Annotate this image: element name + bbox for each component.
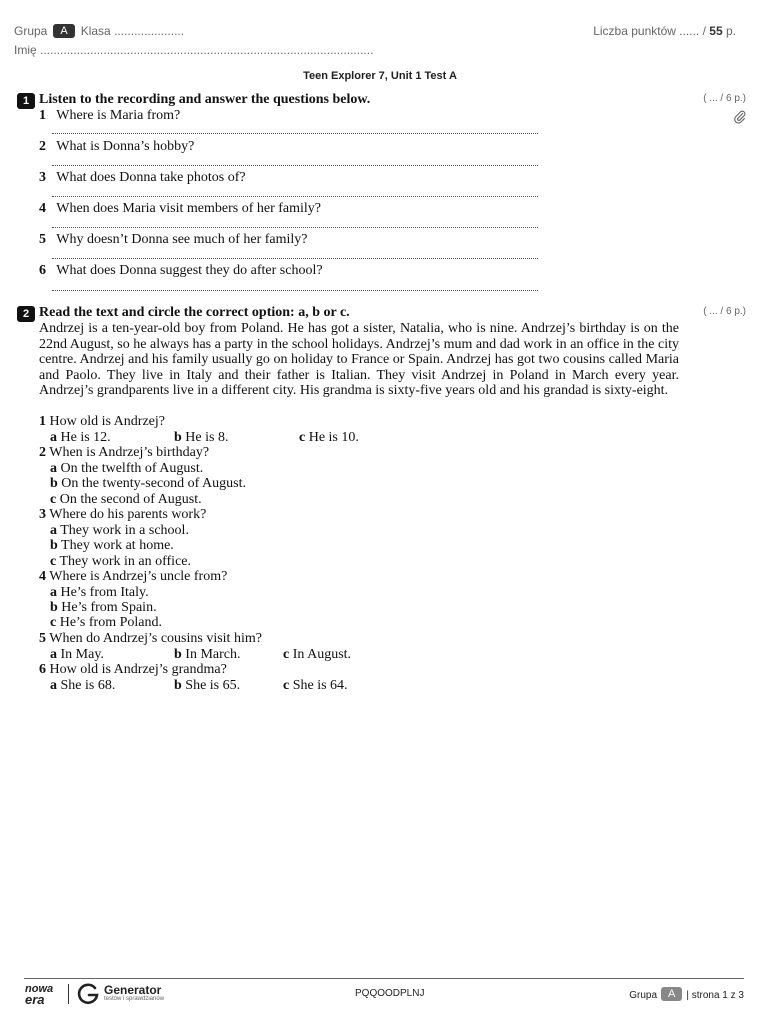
option-c[interactable]: c He is 10. <box>299 430 359 445</box>
exercise-2-instruction: Read the text and circle the correct option: a, b or c. <box>39 305 350 320</box>
page-info <box>629 987 744 1001</box>
answer-line-1[interactable] <box>52 133 538 134</box>
question-number: 1 <box>39 108 46 123</box>
points-unit: p. <box>725 24 736 38</box>
option-a[interactable]: a In May. <box>50 647 104 662</box>
question-text: When do Andrzej’s cousins visit him? <box>49 631 262 646</box>
option-a[interactable]: a He’s from Italy. <box>50 585 149 600</box>
question-number: 3 <box>39 507 46 522</box>
ex1-question-3 <box>39 170 246 186</box>
ex2-question-2 <box>39 445 209 460</box>
generator-logo-icon <box>76 982 100 1006</box>
ex2-question-4 <box>39 569 227 584</box>
option-a[interactable]: a He is 12. <box>50 430 111 445</box>
option-c[interactable]: c They work in an office. <box>50 554 191 569</box>
exercise-1-instruction: Listen to the recording and answer the questions below. <box>39 92 371 107</box>
exercise-2-points: ( ... / 6 p.) <box>703 306 746 317</box>
option-a[interactable]: a She is 68. <box>50 678 116 693</box>
ex1-question-2 <box>39 139 194 155</box>
exercise-1-points: ( ... / 6 p.) <box>703 93 746 104</box>
question-text: What does Donna take photos of? <box>56 170 246 185</box>
option-c[interactable]: c He’s from Poland. <box>50 615 162 630</box>
footer-divider <box>24 978 744 979</box>
option-c[interactable]: c In August. <box>283 647 352 662</box>
answer-line-3[interactable] <box>52 196 538 197</box>
ex2-question-5 <box>39 631 262 646</box>
ex2-question-3 <box>39 507 206 522</box>
answer-line-2[interactable] <box>52 165 538 166</box>
ex1-question-1 <box>39 108 180 124</box>
option-b[interactable]: b He’s from Spain. <box>50 600 157 615</box>
question-text: Where is Maria from? <box>56 108 181 123</box>
ex1-question-4 <box>39 201 321 217</box>
question-number: 2 <box>39 445 46 460</box>
option-a[interactable]: a They work in a school. <box>50 523 189 538</box>
question-text: When does Maria visit members of her family? <box>56 201 321 216</box>
points-label: Liczba punktów ...... / <box>593 24 706 38</box>
group-label: Grupa <box>14 24 48 38</box>
option-b[interactable]: b She is 65. <box>174 678 241 693</box>
question-number: 5 <box>39 631 46 646</box>
answer-line-6[interactable] <box>52 290 538 291</box>
exercise-2-number: 2 <box>17 306 35 322</box>
question-text: What does Donna suggest they do after school? <box>56 263 323 278</box>
points-max: 55 <box>709 24 723 38</box>
ex2-question-6 <box>39 662 227 677</box>
option-b[interactable]: b On the twenty-second of August. <box>50 476 246 491</box>
question-text: Where is Andrzej’s uncle from? <box>49 569 228 584</box>
question-number: 6 <box>39 263 46 278</box>
logo-separator <box>68 984 69 1004</box>
nowa-era-logo: nowa era <box>25 983 54 1007</box>
answer-line-5[interactable] <box>52 258 538 259</box>
question-text: How old is Andrzej’s grandma? <box>49 662 227 677</box>
name-label: Imię <box>14 43 37 57</box>
question-number: 2 <box>39 139 46 154</box>
test-code: PQQOODPLNJ <box>355 988 425 999</box>
class-label: Klasa <box>80 24 111 38</box>
question-text: When is Andrzej’s birthday? <box>49 445 210 460</box>
question-number: 3 <box>39 170 46 185</box>
points-total <box>593 24 736 38</box>
question-number: 4 <box>39 569 46 584</box>
question-text: Where do his parents work? <box>49 507 207 522</box>
page-number: | strona 1 z 3 <box>686 990 744 1001</box>
ex1-question-5 <box>39 232 308 248</box>
exercise-1-number: 1 <box>17 93 35 109</box>
question-number: 4 <box>39 201 46 216</box>
class-field[interactable]: ..................... <box>114 24 185 38</box>
test-title: Teen Explorer 7, Unit 1 Test A <box>303 70 457 82</box>
name-row <box>14 43 373 57</box>
question-number: 5 <box>39 232 46 247</box>
option-b[interactable]: b In March. <box>174 647 241 662</box>
footer-group-label: Grupa <box>629 990 658 1001</box>
option-a[interactable]: a On the twelfth of August. <box>50 461 204 476</box>
paperclip-icon[interactable] <box>733 110 747 124</box>
option-b[interactable]: b He is 8. <box>174 430 229 445</box>
option-c[interactable]: c She is 64. <box>283 678 348 693</box>
group-class-row <box>14 24 184 38</box>
ex1-question-6 <box>39 263 323 279</box>
question-text: What is Donna’s hobby? <box>56 139 195 154</box>
generator-logo-text: Generator <box>104 983 162 997</box>
question-number: 6 <box>39 662 46 677</box>
question-text: How old is Andrzej? <box>49 414 165 429</box>
option-b[interactable]: b They work at home. <box>50 538 174 553</box>
answer-line-4[interactable] <box>52 227 538 228</box>
question-text: Why doesn’t Donna see much of her family? <box>56 232 308 247</box>
option-c[interactable]: c On the second of August. <box>50 492 202 507</box>
footer-group-badge: A <box>661 987 682 1001</box>
ex2-question-1 <box>39 414 165 429</box>
group-badge: A <box>53 24 74 38</box>
question-number: 1 <box>39 414 46 429</box>
generator-logo-subtitle: testów i sprawdzianów <box>104 996 165 1002</box>
reading-text: Andrzej is a ten-year-old boy from Poland. He has got a sister, Natalia, who is nine. Andrzej’s birthday is on the 22nd August, so he always has a party in the school holidays. Andrzej’s mum and dad work in an office in the city centre. Andrzej and his family usually go on holiday to France or Spain. Andrzej has got two cousins called Maria and Paolo. They live in Italy and their father is Italian. They visit Andrzej in Poland in March every year. Andrzej’s grandparents live in a different city. His grandma is sixty-five years old and his grandad is sixty-eight. <box>39 321 679 398</box>
name-field[interactable]: .................................................................................................... <box>40 43 374 57</box>
